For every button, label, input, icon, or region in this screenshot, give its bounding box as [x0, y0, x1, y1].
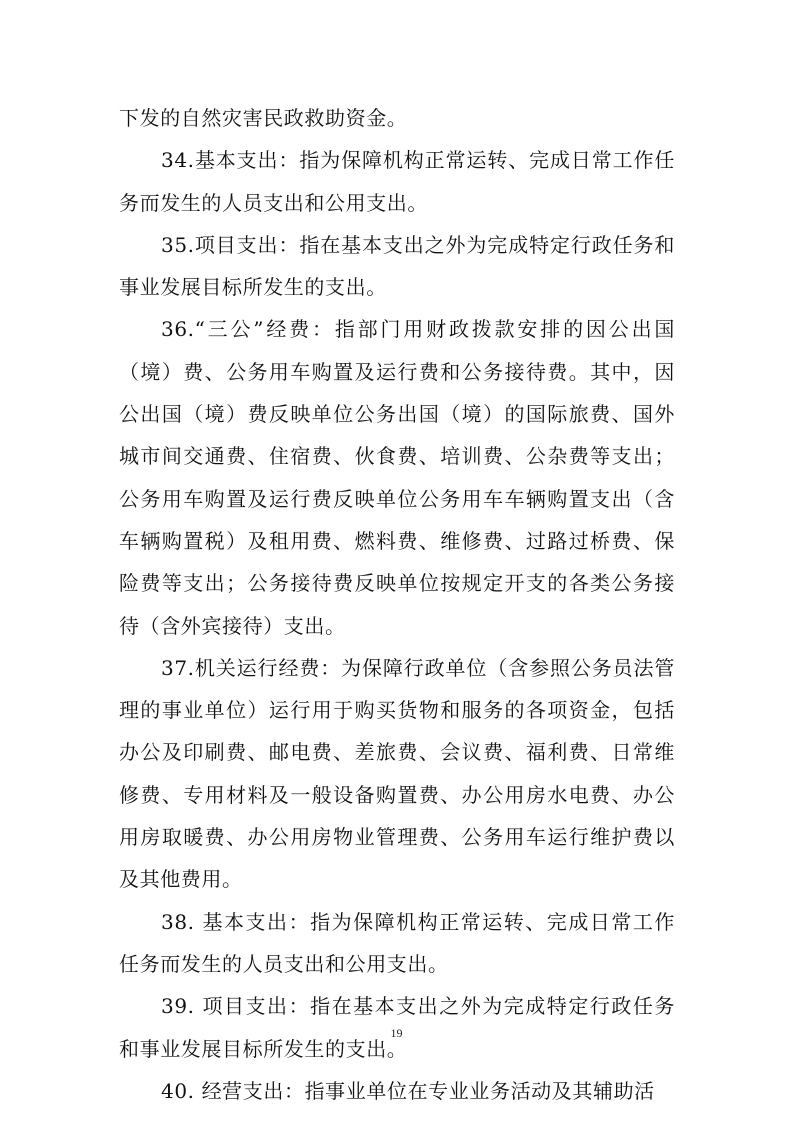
- paragraph-continuation: 下发的自然灾害民政救助资金。: [119, 106, 408, 130]
- paragraph-item-40: 40. 经营支出：指事业单位在专业业务活动及其辅助活: [161, 1078, 655, 1103]
- paragraph-item-37: 37.机关运行经费：为保障行政单位（含参照公务员法管理的事业单位）运行用于购买货物和服务的各项资金，包括办公及印刷费、邮电费、差旅费、会议费、福利费、日常维修费、专用材料及一般设备购置费、办公用房水电费、办公用房取暖费、办公用房物业管理费、公务用车运行维护费以及其他费用。: [119, 655, 675, 892]
- paragraph-item-39: 39. 项目支出：指在基本支出之外为完成特定行政任务和事业发展目标所发生的支出。: [119, 994, 675, 1061]
- paragraph-item-35: 35.项目支出：指在基本支出之外为完成特定行政任务和事业发展目标所发生的支出。: [119, 232, 675, 300]
- paragraph-item-34: 34.基本支出：指为保障机构正常运转、完成日常工作任务而发生的人员支出和公用支出。: [119, 148, 675, 215]
- document-body: [119, 97, 675, 1112]
- page-number: 19: [390, 1026, 403, 1040]
- paragraph-item-36: 36.“三公”经费：指部门用财政拨款安排的因公出国（境）费、公务用车购置及运行费和公务接待费。其中，因公出国（境）费反映单位公务出国（境）的国际旅费、国外城市间交通费、住宿费、伙食费、培训费、公杂费等支出；公务用车购置及运行费反映单位公务用车车辆购置支出（含车辆购置税）及租用费、燃料费、维修费、过路过桥费、保险费等支出；公务接待费反映单位按规定开支的各类公务接待（含外宾接待）支出。: [119, 317, 675, 638]
- paragraph-item-38: 38. 基本支出：指为保障机构正常运转、完成日常工作任务而发生的人员支出和公用支出。: [119, 909, 675, 976]
